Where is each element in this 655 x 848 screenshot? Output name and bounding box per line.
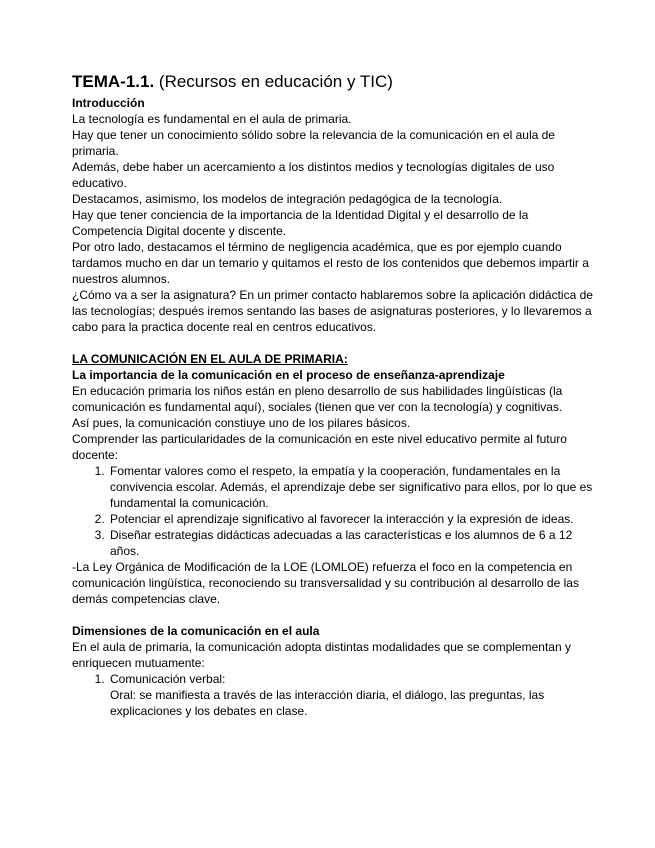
title-subtitle: (Recursos en educación y TIC) (154, 72, 393, 91)
intro-paragraph: Hay que tener un conocimiento sólido sobre la relevancia de la comunicación en el aula de primaria. (72, 128, 555, 158)
section-heading: LA COMUNICACIÓN EN EL AULA DE PRIMARIA: (72, 352, 348, 366)
list-item: 3. Diseñar estrategias didácticas adecuadas a las características e los alumnos de 6 a 12 años. (108, 527, 599, 559)
section-paragraph: En educación primaria los niños están en pleno desarrollo de sus habilidades lingüísticas (la comunicación es fundamental aquí), sociales (tienen que ver con la tecnología) y cognitivas. (72, 384, 563, 414)
spacer (72, 607, 599, 623)
spacer (72, 335, 599, 351)
intro-paragraph: Hay que tener conciencia de la importancia de la Identidad Digital y el desarrollo de la Competencia Digital docente y discente. (72, 208, 529, 238)
section-subheading: La importancia de la comunicación en el proceso de enseñanza-aprendizaje (72, 368, 505, 382)
section-subheading: Dimensiones de la comunicación en el aula (72, 624, 320, 638)
document-title (72, 72, 599, 92)
list-item (108, 671, 599, 719)
list-item: 1. Fomentar valores como el respeto, la empatía y la cooperación, fundamentales en la convivencia escolar. Además, el aprendizaje debe ser significativo para ellos, por lo que es fundamental la comunicación. (108, 463, 599, 511)
section-paragraph: Comprender las particularidades de la comunicación en este nivel educativo permite al futuro docente: (72, 432, 567, 462)
list-item-label: Comunicación verbal: (110, 672, 226, 686)
numbered-list (72, 463, 599, 559)
numbered-list (72, 671, 599, 719)
section-paragraph: En el aula de primaria, la comunicación adopta distintas modalidades que se complementan y enriquecen mutuamente: (72, 640, 571, 670)
intro-paragraph: ¿Cómo va a ser la asignatura? En un primer contacto hablaremos sobre la aplicación didáctica de las tecnologías; después iremos sentando las bases de asignaturas posteriores, y lo llevaremos a cabo para la practica docente real en centros educativos. (72, 288, 593, 334)
intro-paragraph: Por otro lado, destacamos el término de negligencia académica, que es por ejemplo cuando tardamos mucho en dar un temario y quitamos el resto de los contenidos que debemos impartir a nuestros alumnos. (72, 240, 589, 286)
list-item-detail: Oral: se manifiesta a través de las interacción diaria, el diálogo, las preguntas, las explicaciones y los debates en clase. (110, 688, 545, 718)
intro-paragraph: La tecnología es fundamental en el aula de primaria. (72, 112, 352, 126)
intro-paragraph: Además, debe haber un acercamiento a los distintos medios y tecnologías digitales de uso educativo. (72, 160, 555, 190)
section-closing-paragraph: -La Ley Orgánica de Modificación de la LOE (LOMLOE) refuerza el foco en la competencia en comunicación lingüística, reconociendo su transversalidad y su contribución al desarrollo de las demás competencias clave. (72, 560, 579, 606)
list-item: 2. Potenciar el aprendizaje significativo al favorecer la interacción y la expresión de ideas. (108, 511, 599, 527)
intro-paragraph: Destacamos, asimismo, los modelos de integración pedagógica de la tecnología. (72, 192, 503, 206)
section-paragraph: Así pues, la comunicación constiuye uno de los pilares básicos. (72, 416, 411, 430)
intro-heading: Introducción (72, 96, 145, 110)
title-bold: TEMA-1.1. (72, 72, 155, 91)
